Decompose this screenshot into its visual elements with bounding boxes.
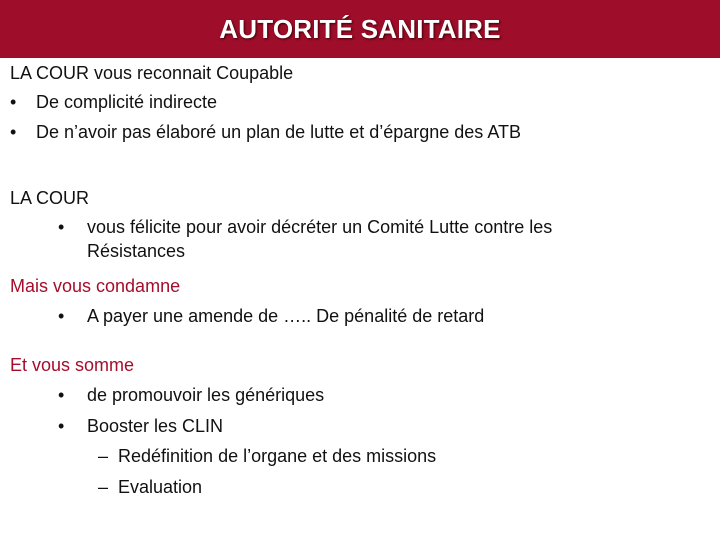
section-3-heading: Mais vous condamne [10,276,181,296]
list-item: • Booster les CLIN [10,415,710,438]
bullet-icon: • [58,217,65,238]
bullet-icon: • [10,121,17,142]
slide-title: AUTORITÉ SANITAIRE [219,13,501,44]
title-bar [0,0,720,58]
section-1-heading: LA COUR vous reconnait Coupable [10,63,294,83]
section-3 [10,275,710,329]
section-4-heading: Et vous somme [10,355,135,375]
list-item: • A payer une amende de ….. De pénalité de retard [10,305,710,328]
list-item: • De n’avoir pas élaboré un plan de lutte et d’épargne des ATB [10,121,710,144]
section-2-heading: LA COUR [10,188,90,208]
sub-list-item: – Evaluation [10,476,710,499]
bullet-icon: • [58,385,65,406]
section-4 [10,354,710,499]
bullet-icon: • [58,306,65,327]
section-1 [10,62,710,144]
bullet-icon: • [10,92,17,113]
list-item: • vous félicite pour avoir décréter un Comité Lutte contre les Résistances [58,217,553,261]
bullet-icon: • [58,415,65,436]
dash-icon: – [98,476,109,497]
sub-list-item: – Redéfinition de l’organe et des missions [10,445,710,468]
section-2 [10,187,710,263]
dash-icon: – [98,446,109,467]
list-item: • de promouvoir les génériques [10,384,710,407]
list-item: • De complicité indirecte [10,91,710,114]
